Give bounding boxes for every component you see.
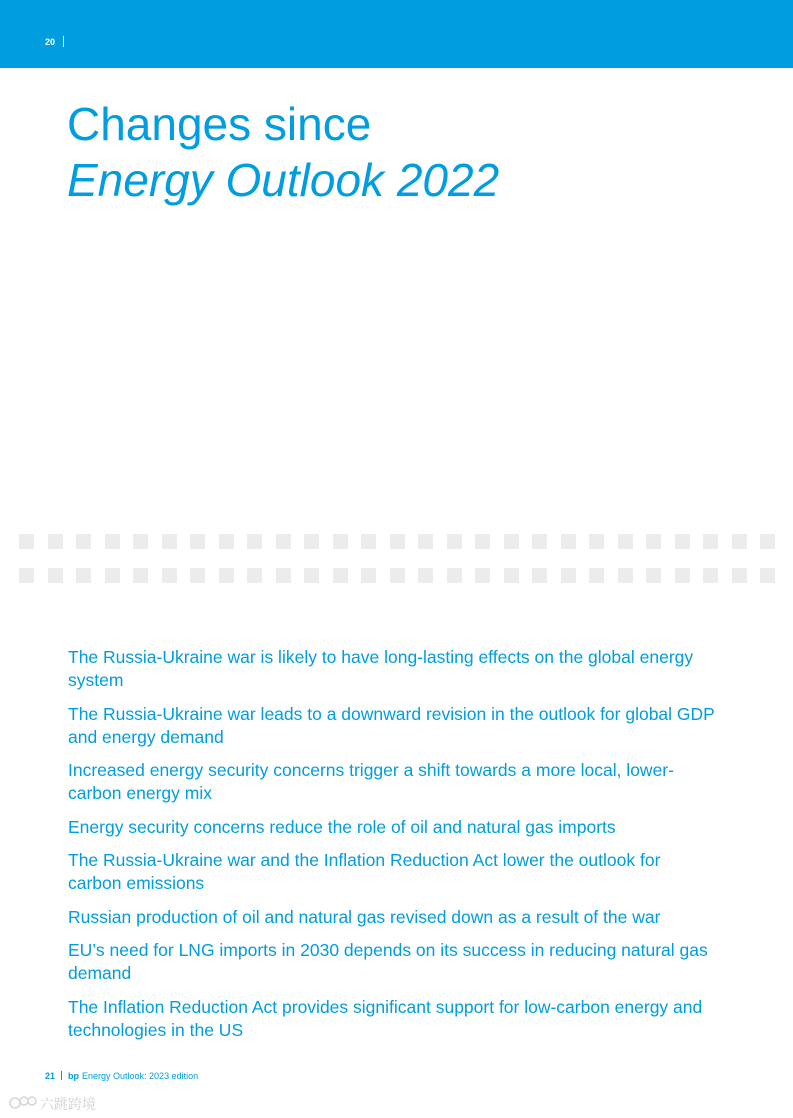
decorative-square — [304, 568, 319, 583]
decorative-square — [646, 568, 661, 583]
decorative-square — [390, 534, 405, 549]
decorative-square — [361, 534, 376, 549]
list-item: The Inflation Reduction Act provides significant support for low-carbon energy and technologies in the US — [68, 996, 703, 1040]
footer-divider — [61, 1071, 62, 1080]
decorative-square — [19, 534, 34, 549]
decorative-square — [447, 568, 462, 583]
decorative-square — [760, 534, 775, 549]
decorative-square — [589, 568, 604, 583]
decorative-square — [732, 568, 747, 583]
decorative-square — [475, 568, 490, 583]
list-item: Russian production of oil and natural gas revised down as a result of the war — [68, 906, 661, 927]
decorative-square — [276, 568, 291, 583]
decorative-square — [532, 534, 547, 549]
decorative-square — [418, 534, 433, 549]
decorative-square — [504, 534, 519, 549]
decorative-square — [447, 534, 462, 549]
header-bar — [0, 0, 793, 68]
footer — [45, 1071, 198, 1081]
decorative-square — [76, 568, 91, 583]
decorative-squares-row-1 — [0, 534, 793, 550]
header-page-number: 20 — [45, 37, 56, 47]
decorative-square — [703, 534, 718, 549]
decorative-square — [76, 534, 91, 549]
decorative-square — [190, 534, 205, 549]
decorative-square — [703, 568, 718, 583]
decorative-square — [561, 568, 576, 583]
decorative-square — [361, 568, 376, 583]
title-line-1: Changes since — [67, 98, 372, 150]
decorative-square — [333, 568, 348, 583]
decorative-square — [504, 568, 519, 583]
watermark-logo — [8, 1094, 108, 1112]
decorative-square — [304, 534, 319, 549]
decorative-square — [247, 534, 262, 549]
list-item: The Russia-Ukraine war is likely to have long-lasting effects on the global energy system — [68, 647, 694, 690]
decorative-square — [532, 568, 547, 583]
decorative-square — [219, 534, 234, 549]
list-item: Increased energy security concerns trigger a shift towards a more local, lower-carbon energy mix — [68, 760, 674, 803]
decorative-square — [162, 568, 177, 583]
decorative-square — [732, 534, 747, 549]
watermark-text: 六跳跨境 — [40, 1097, 96, 1112]
decorative-square — [105, 568, 120, 583]
title-line-2: Energy Outlook 2022 — [67, 154, 500, 206]
decorative-square — [646, 534, 661, 549]
decorative-square — [675, 534, 690, 549]
list-item: The Russia-Ukraine war leads to a downward revision in the outlook for global GDP and energy demand — [68, 703, 715, 747]
key-changes-list — [68, 646, 718, 1052]
decorative-square — [247, 568, 262, 583]
decorative-square — [105, 534, 120, 549]
decorative-square — [675, 568, 690, 583]
list-item: EU’s need for LNG imports in 2030 depends on its success in reducing natural gas demand — [68, 940, 708, 983]
decorative-square — [390, 568, 405, 583]
decorative-square — [589, 534, 604, 549]
decorative-square — [48, 534, 63, 549]
list-item: The Russia-Ukraine war and the Inflation Reduction Act lower the outlook for carbon emissions — [68, 850, 661, 893]
decorative-square — [333, 534, 348, 549]
page-title — [67, 96, 499, 208]
header-divider — [63, 36, 64, 47]
decorative-square — [133, 534, 148, 549]
decorative-square — [19, 568, 34, 583]
decorative-square — [133, 568, 148, 583]
decorative-square — [190, 568, 205, 583]
decorative-square — [48, 568, 63, 583]
footer-publication: Energy Outlook: 2023 edition — [82, 1071, 199, 1081]
decorative-square — [475, 534, 490, 549]
decorative-square — [618, 534, 633, 549]
decorative-square — [162, 534, 177, 549]
decorative-square — [618, 568, 633, 583]
decorative-square — [561, 534, 576, 549]
decorative-square — [276, 534, 291, 549]
footer-brand: bp — [68, 1071, 80, 1081]
decorative-square — [418, 568, 433, 583]
decorative-square — [760, 568, 775, 583]
decorative-square — [219, 568, 234, 583]
footer-page-number: 21 — [45, 1071, 56, 1081]
list-item: Energy security concerns reduce the role of oil and natural gas imports — [68, 816, 616, 837]
decorative-squares-row-2 — [0, 568, 793, 584]
